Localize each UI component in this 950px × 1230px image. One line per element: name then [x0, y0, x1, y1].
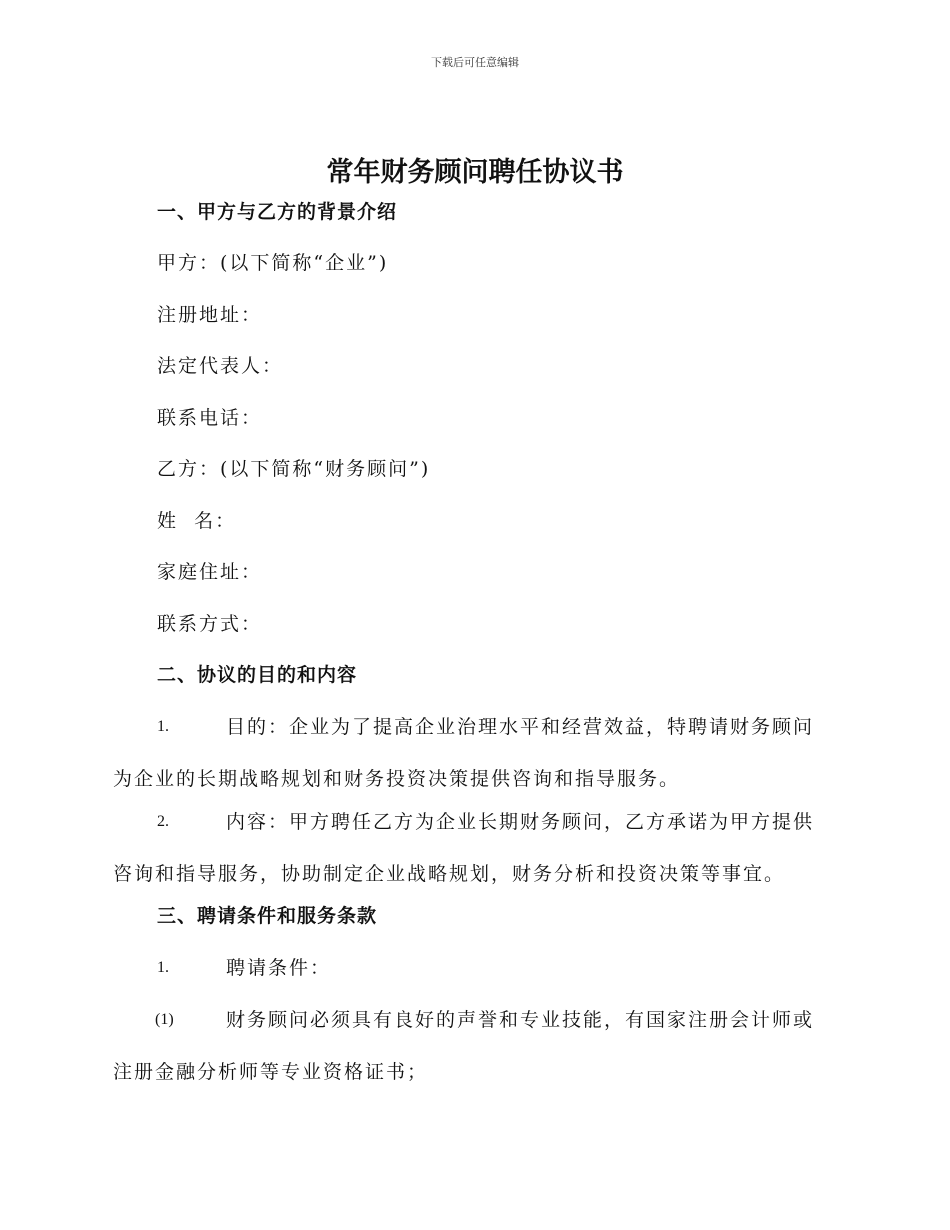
party-a-line: 甲方：(以下简称“企业”): [157, 252, 389, 274]
section3-heading: 三、聘请条件和服务条款: [157, 905, 378, 927]
party-b-line: 乙方：(以下简称“财务顾问”): [157, 458, 431, 480]
name-line: 姓 名：: [157, 510, 237, 532]
reg-address-line: 注册地址：: [157, 304, 263, 326]
contact-line: 联系方式：: [157, 613, 263, 635]
home-address-line: 家庭住址：: [157, 561, 263, 583]
legal-rep-line: 法定代表人：: [157, 355, 284, 377]
section3-sub1-number: (1): [155, 1011, 174, 1028]
section3-item1-number: 1.: [157, 959, 169, 976]
header-note: 下载后可任意编辑: [431, 56, 519, 69]
section3-sub1-text: 财务顾问必须具有良好的声誉和专业技能，有国家注册会计师或注册金融分析师等专业资格证书；: [113, 1009, 815, 1083]
section3-item1-text: 聘请条件：: [226, 957, 332, 979]
section1-heading: 一、甲方与乙方的背景介绍: [157, 201, 398, 223]
section2-item1-text: 目的：企业为了提高企业治理水平和经营效益，特聘请财务顾问为企业的长期战略规划和财务投资决策提供咨询和指导服务。: [113, 716, 815, 790]
section2-heading: 二、协议的目的和内容: [157, 664, 358, 686]
phone-line: 联系电话：: [157, 407, 263, 429]
section2-item1-number: 1.: [157, 718, 169, 735]
document-title: 常年财务顾问聘任协议书: [326, 157, 624, 188]
section2-item2-number: 2.: [157, 813, 169, 830]
section2-item2-text: 内容：甲方聘任乙方为企业长期财务顾问，乙方承诺为甲方提供咨询和指导服务，协助制定企业战略规划，财务分析和投资决策等事宜。: [113, 811, 815, 885]
